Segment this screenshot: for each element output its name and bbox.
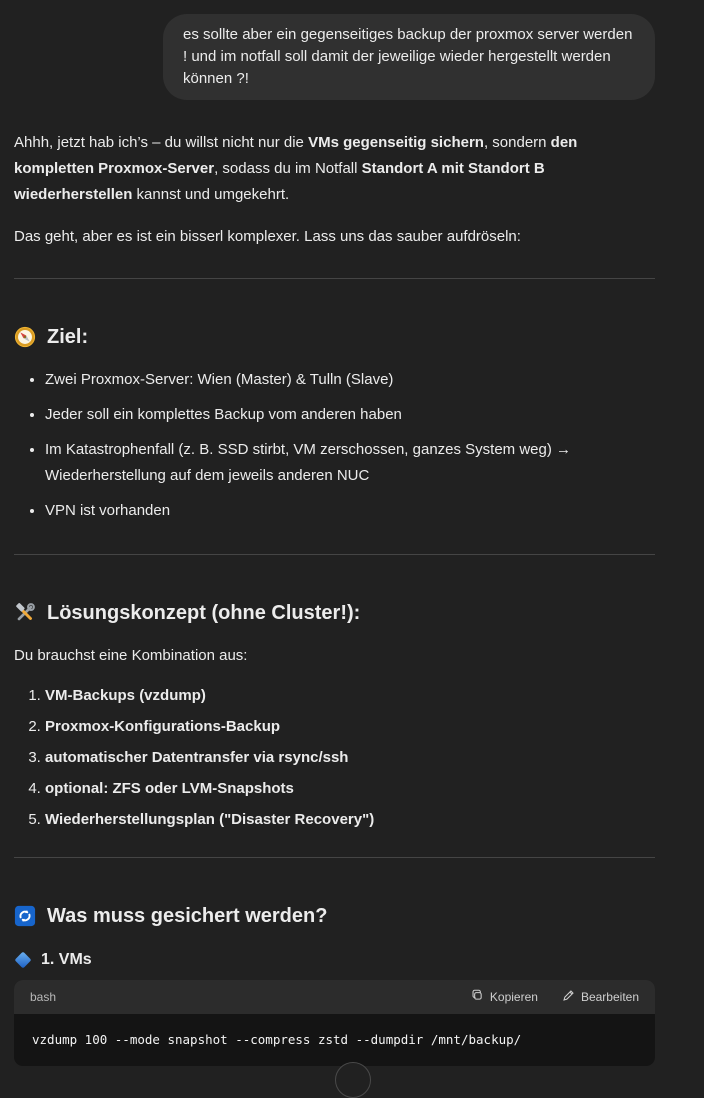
subsection-heading-vms: [14, 950, 655, 970]
list-item-text: optional: ZFS oder LVM-Snapshots: [45, 780, 294, 797]
list-item: • Zwei Proxmox-Server: Wien (Master) & Tulln (Slave): [45, 367, 655, 393]
list-item: [45, 776, 655, 802]
list-item: • Im Katastrophenfall (z. B. SSD stirbt, VM zerschossen, ganzes System weg) → Wiederherstellung auf dem jeweils anderen NUC: [45, 437, 655, 489]
pencil-icon: [562, 989, 575, 1005]
text-segment: kannst und umgekehrt.: [132, 186, 290, 203]
text-segment: , sondern: [483, 134, 551, 151]
divider: [14, 278, 655, 279]
copy-icon: [471, 989, 484, 1005]
user-message-bubble: es sollte aber ein gegenseitiges backup der proxmox server werden ! und im notfall soll damit der jeweilige wieder hergestellt werden können ?!: [163, 14, 655, 100]
scroll-down-button[interactable]: [335, 1062, 371, 1098]
code-language-label: bash: [30, 990, 57, 1004]
code-actions: [471, 989, 639, 1005]
assistant-paragraph: [14, 130, 655, 208]
section-title: Ziel:: [47, 326, 89, 348]
code-text: vzdump 100 --mode snapshot --compress zstd --dumpdir /mnt/backup/: [32, 1032, 522, 1047]
list-item: • VPN ist vorhanden: [45, 498, 655, 524]
subsection-title: 1. VMs: [41, 951, 92, 968]
section-heading-loesungskonzept: [14, 599, 655, 627]
section-heading-ziel: [14, 323, 655, 351]
section-heading-sicherung: [14, 902, 655, 930]
copy-button-label: Kopieren: [489, 990, 538, 1004]
list-item: [45, 683, 655, 709]
list-item: [45, 745, 655, 771]
text-segment: Ahhh, jetzt hab ich’s – du willst nicht nur die: [14, 134, 309, 151]
compass-icon: [14, 326, 36, 348]
edit-button-label: Bearbeiten: [580, 990, 639, 1004]
code-body: [14, 1014, 655, 1066]
blue-diamond-icon: [15, 952, 32, 969]
copy-button[interactable]: [471, 989, 538, 1005]
hammer-wrench-icon: [14, 602, 36, 624]
divider: [14, 554, 655, 555]
text-segment-bold: Standort A mit Standort B wiederherstellen: [14, 160, 545, 203]
list-item-text: Proxmox-Konfigurations-Backup: [45, 718, 281, 735]
user-message-row: [14, 14, 655, 100]
assistant-message: [14, 130, 655, 1066]
assistant-paragraph: Das geht, aber es ist ein bisserl komplexer. Lass uns das sauber aufdröseln:: [14, 228, 521, 245]
list-item-text: Wiederherstellungsplan ("Disaster Recovery"): [45, 811, 375, 828]
section-title: Was muss gesichert werden?: [47, 905, 328, 927]
refresh-icon: [14, 905, 36, 927]
text-segment: , sodass du im Notfall: [214, 160, 362, 177]
ziel-list: [14, 367, 655, 524]
edit-button[interactable]: [562, 989, 639, 1005]
list-item: [45, 807, 655, 833]
code-block: [14, 980, 655, 1066]
list-item: • Jeder soll ein komplettes Backup vom anderen haben: [45, 402, 655, 428]
list-item-text: VM-Backups (vzdump): [45, 687, 206, 704]
divider: [14, 857, 655, 858]
text-segment-bold: den kompletten Proxmox-Server: [14, 134, 578, 177]
loesungskonzept-list: [14, 683, 655, 833]
list-item-text: automatischer Datentransfer via rsync/ssh: [45, 749, 349, 766]
assistant-paragraph: Du brauchst eine Kombination aus:: [14, 647, 248, 664]
code-block-header: [14, 980, 655, 1014]
section-title: Lösungskonzept (ohne Cluster!):: [47, 602, 361, 624]
list-item: [45, 714, 655, 740]
text-segment-bold: VMs gegenseitig sichern: [308, 134, 484, 151]
